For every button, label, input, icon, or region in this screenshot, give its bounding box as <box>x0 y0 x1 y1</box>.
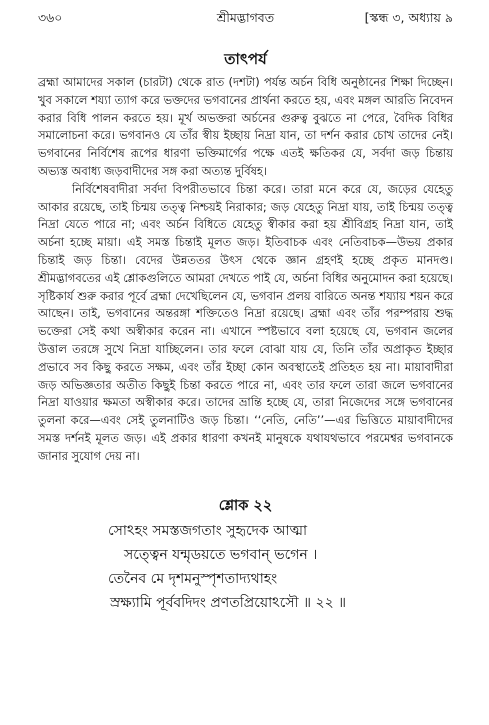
purport-paragraph-2: নির্বিশেষবাদীরা সর্বদা বিপরীতভাবে চিন্তা করে। তারা মনে করে যে, জড়ের যেহেতু আকার রয়েছে, তাই চিন্ময় তত্ত্ব নিশ্চয়ই নিরাকার; জড় যেহেতু নিদ্রা যায়, তাই চিন্ময় তত্ত্ব নিদ্রা যেতে পারে না; এবং অর্চন বিধিতে যেহেতু স্বীকার করা হয় শ্রীবিগ্রহ নিদ্রা যান, তাই অর্চনা হচ্ছে মায়া। এই সমস্ত চিন্তাই মূলত জড়। ইতিবাচক এবং নেতিবাচক—উভয় প্রকার চিন্তাই জড় চিন্তা। বেদের উন্নততর উৎস থেকে জ্ঞান গ্রহণই হচ্ছে প্রকৃত মানদণ্ড। শ্রীমদ্ভাগবতের এই শ্লোকগুলিতে আমরা দেখতে পাই যে, অর্চনা বিধির অনুমোদন করা হয়েছে। সৃষ্টিকার্য শুরু করার পূর্বে ব্রহ্মা দেখেছিলেন যে, ভগবান প্রলয় বারিতে অনন্ত শয্যায় শয়ন করে আছেন। তাই, ভগবানের অন্তরঙ্গা শক্তিতেও নিদ্রা রয়েছে। ব্রহ্মা এবং তাঁর পরম্পরায় শুদ্ধ ভক্তেরা সেই কথা অস্বীকার করেন না। এখানে স্পষ্টভাবে বলা হয়েছে যে, ভগবান জলের উত্তাল তরঙ্গে সুখে নিদ্রা যাচ্ছিলেন। তার ফলে বোঝা যায় যে, তিনি তাঁর অপ্রাকৃত ইচ্ছার প্রভাবে সব কিছু করতে সক্ষম, এবং তাঁর ইচ্ছা কোন অবস্থাতেই প্রতিহত হয় না। মায়াবাদীরা জড় অভিজ্ঞতার অতীত কিছুই চিন্তা করতে পারে না, এবং তার ফলে তারা জলে ভগবানের নিদ্রা যাওয়ার ক্ষমতা অস্বীকার করে। তাদের ভ্রান্তি হচ্ছে যে, তারা নিজেদের সঙ্গে ভগবানের তুলনা করে—এবং সেই তুলনাটিও জড় চিন্তা। ‘‘নেতি, নেতি’’—এর ভিত্তিতে মায়াবাদীদের সমস্ত দর্শনই মূলত জড়। এই প্রকার ধারণা কখনই মানুষকে যথাযথভাবে পরমেশ্বর ভগবানকে জানার সুযোগ দেয় না। <box>38 181 453 463</box>
verse-line-3: তেনৈব মে দৃশমনুস্পৃশতাদ্যথাহং <box>108 570 278 587</box>
book-title: শ্রীমদ্ভাগবত <box>216 10 275 25</box>
verse-line-2: সত্ত্বেন যন্মৃডয়তে ভগবান্ ভগেন । <box>124 546 318 563</box>
section-reference: [স্কন্ধ ৩, অধ্যায় ৯ <box>364 10 453 25</box>
verse-heading: শ্লোক ২২ <box>218 497 273 514</box>
page-number: ৩৬০ <box>38 10 63 25</box>
purport-heading: তাৎপর্য <box>224 50 267 68</box>
running-header <box>38 6 453 30</box>
purport-paragraph-1: ব্রহ্মা আমাদের সকাল (চারটা) থেকে রাত (দশটা) পর্যন্ত অর্চন বিধি অনুষ্ঠানের শিক্ষা দিচ্ছেন। খুব সকালে শয্যা ত্যাগ করে ভক্তদের ভগবানের প্রার্থনা করতে হয়, এবং মঙ্গল আরতি নিবেদন করার বিধি পালন করতে হয়। মূর্খ অভক্তরা অর্চনের গুরুত্ব বুঝতে না পেরে, বৈদিক বিধির সমালোচনা করে। ভগবানও যে তাঁর স্বীয় ইচ্ছায় নিদ্রা যান, তা দর্শন করার চোখ তাদের নেই। ভগবানের নির্বিশেষ রূপের ধারণা ভক্তিমার্গের পক্ষে এতই ক্ষতিকর যে, সর্বদা জড় চিন্তায় অভ্যস্ত অবাধ্য জড়বাদীদের সঙ্গ করা অত্যন্ত দুর্বিষহ। <box>38 75 453 178</box>
verse-line-1: সোঽহং সমস্তজগতাং সুহৃদেক আত্মা <box>108 522 308 539</box>
verse-line-4: স্রক্ষ্যামি পূর্ববদিদং প্রণতপ্রিয়োঽসৌ ॥ ২২ ॥ <box>110 594 347 611</box>
